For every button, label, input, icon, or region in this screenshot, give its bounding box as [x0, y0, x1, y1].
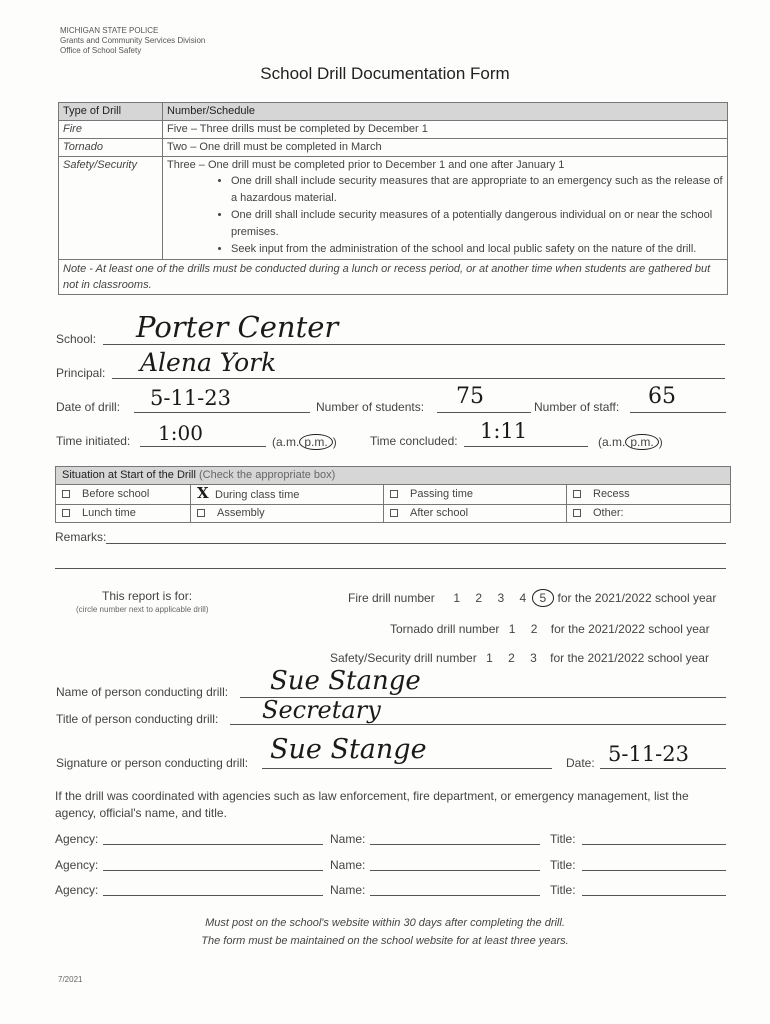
- agency-field-1[interactable]: [103, 844, 323, 845]
- school-field[interactable]: Porter Center: [136, 310, 339, 344]
- situation-header-cell: [56, 467, 731, 485]
- conductor-title-line: [230, 724, 726, 725]
- agency-title-label-2: Title:: [550, 858, 576, 872]
- remarks-line-1[interactable]: [106, 543, 726, 544]
- drill-note: Note - At least one of the drills must be conducted during a lunch or recess period, or at another time when students are gathered but not in classrooms.: [59, 260, 728, 295]
- drill-schedule-security: [163, 157, 728, 260]
- security-bullet: • One drill shall include security measures that are appropriate to an emergency such as the release of a hazardous material.: [231, 173, 723, 207]
- agency-line-2: Grants and Community Services Division: [60, 36, 206, 45]
- agency-name-field-3[interactable]: [370, 895, 540, 896]
- option-before-school[interactable]: [56, 485, 191, 505]
- agency-line-1: MICHIGAN STATE POLICE: [60, 26, 159, 35]
- agency-label-3: Agency:: [55, 883, 99, 897]
- checkbox[interactable]: [62, 509, 70, 517]
- option-recess[interactable]: [567, 485, 731, 505]
- number-of-students-label: Number of students:: [316, 400, 425, 414]
- security-schedule-text: Three – One drill must be completed prior to December 1 and one after January 1: [167, 159, 565, 171]
- security-drill-number[interactable]: 2: [508, 651, 515, 665]
- signature-line: [262, 768, 552, 769]
- remarks-line-2[interactable]: [55, 568, 726, 569]
- option-label: Other:: [593, 507, 624, 519]
- fire-drill-number[interactable]: 2: [475, 591, 483, 605]
- time-concluded-ampm: [598, 434, 663, 450]
- security-bullet: • Seek input from the administration of the school and local public safety on the nature of the drill.: [231, 241, 723, 258]
- drill-type-security: Safety/Security: [59, 157, 163, 260]
- checkbox-checked[interactable]: X: [197, 484, 209, 502]
- time-concluded-label: Time concluded:: [370, 434, 458, 448]
- remarks-label: Remarks:: [55, 530, 107, 544]
- close-paren: ): [658, 435, 663, 449]
- fire-drill-row: [348, 589, 716, 607]
- date-of-drill-label: Date of drill:: [56, 400, 121, 414]
- number-of-students-field[interactable]: 75: [456, 384, 484, 409]
- number-of-students-line: [437, 412, 531, 413]
- pm-circled[interactable]: p.m.: [625, 434, 658, 450]
- tornado-drill-row: [390, 622, 710, 636]
- security-drill-year: for the 2021/2022 school year: [550, 651, 709, 665]
- principal-label: Principal:: [56, 366, 106, 380]
- tornado-drill-number[interactable]: 2: [530, 622, 538, 636]
- option-label: Assembly: [217, 507, 265, 519]
- fire-drill-number[interactable]: 4: [519, 591, 527, 605]
- signature-label: Signature or person conducting drill:: [56, 756, 249, 770]
- agency-label-1: Agency:: [55, 832, 99, 846]
- conductor-title-label: Title of person conducting drill:: [56, 712, 219, 726]
- principal-line: [112, 378, 725, 379]
- option-during-class-time[interactable]: [191, 485, 384, 505]
- fire-drill-year: for the 2021/2022 school year: [557, 591, 717, 605]
- type-of-drill-header: Type of Drill: [59, 103, 163, 121]
- agency-instructions: If the drill was coordinated with agencies such as law enforcement, fire department, or emergency management, list the agency, official's name, and title.: [55, 789, 689, 820]
- agency-field-2[interactable]: [103, 870, 323, 871]
- number-of-staff-label: Number of staff:: [534, 400, 620, 414]
- time-concluded-line: [464, 446, 588, 447]
- report-for-sublabel: (circle number next to applicable drill): [76, 605, 209, 614]
- option-after-school[interactable]: [384, 505, 567, 523]
- form-title: School Drill Documentation Form: [260, 64, 510, 83]
- number-of-staff-line: [630, 412, 726, 413]
- agency-title-field-1[interactable]: [582, 844, 726, 845]
- checkbox[interactable]: [573, 490, 581, 498]
- am-label: (a.m.: [272, 435, 300, 449]
- checkbox[interactable]: [573, 509, 581, 517]
- fire-drill-label: Fire drill number: [348, 591, 435, 605]
- conductor-name-label: Name of person conducting drill:: [56, 685, 229, 699]
- number-schedule-header: Number/Schedule: [163, 103, 728, 121]
- date-of-drill-field[interactable]: 5-11-23: [150, 386, 231, 410]
- number-of-staff-field[interactable]: 65: [648, 384, 676, 409]
- conductor-title-field[interactable]: Secretary: [262, 696, 381, 724]
- agency-name-label-2: Name:: [330, 858, 366, 872]
- signature-date-line: [600, 768, 726, 769]
- report-for-label: This report is for:: [102, 589, 193, 603]
- agency-name-field-2[interactable]: [370, 870, 540, 871]
- agency-title-label-3: Title:: [550, 883, 576, 897]
- option-other[interactable]: [567, 505, 731, 523]
- security-drill-number[interactable]: 1: [486, 651, 493, 665]
- option-label: Passing time: [410, 488, 473, 500]
- footer-line-2: The form must be maintained on the school website for at least three years.: [201, 935, 569, 947]
- time-initiated-line: [140, 446, 266, 447]
- revision-date: 7/2021: [58, 975, 83, 984]
- signature-date-field[interactable]: 5-11-23: [608, 742, 689, 766]
- agency-title-label-1: Title:: [550, 832, 576, 846]
- time-initiated-ampm: [272, 434, 337, 450]
- signature-field[interactable]: Sue Stange: [270, 734, 427, 765]
- drill-schedule-fire: Five – Three drills must be completed by December 1: [163, 121, 728, 139]
- option-label: After school: [410, 507, 469, 519]
- option-assembly[interactable]: [191, 505, 384, 523]
- security-drill-label: Safety/Security drill number: [330, 651, 477, 665]
- agency-name-label-1: Name:: [330, 832, 366, 846]
- fire-drill-number-circled[interactable]: 5: [532, 589, 555, 607]
- agency-label-2: Agency:: [55, 858, 99, 872]
- situation-header-note: (Check the appropriate box): [198, 469, 336, 481]
- option-label: Before school: [82, 488, 150, 500]
- time-initiated-label: Time initiated:: [56, 434, 131, 448]
- tornado-drill-year: for the 2021/2022 school year: [550, 622, 710, 636]
- checkbox[interactable]: [197, 509, 205, 517]
- security-bullets: [167, 173, 723, 258]
- checkbox[interactable]: [390, 509, 398, 517]
- drill-type-tornado: Tornado: [59, 139, 163, 157]
- time-concluded-field[interactable]: 1:11: [480, 419, 528, 443]
- agency-title-field-3[interactable]: [582, 895, 726, 896]
- drill-schedule-tornado: Two – One drill must be completed in March: [163, 139, 728, 157]
- close-paren: ): [332, 435, 337, 449]
- agency-title-field-2[interactable]: [582, 870, 726, 871]
- time-initiated-field[interactable]: 1:00: [158, 421, 203, 445]
- option-label: During class time: [215, 489, 300, 501]
- agency-name-field-1[interactable]: [370, 844, 540, 845]
- am-label: (a.m.: [598, 435, 626, 449]
- option-lunch-time[interactable]: [56, 505, 191, 523]
- checkbox[interactable]: [62, 490, 70, 498]
- option-label: Recess: [593, 488, 630, 500]
- signature-date-label: Date:: [566, 756, 595, 770]
- pm-circled[interactable]: p.m.: [299, 434, 332, 450]
- principal-field[interactable]: Alena York: [140, 348, 277, 377]
- agency-name-label-3: Name:: [330, 883, 366, 897]
- drill-requirements-table: [58, 102, 728, 295]
- date-of-drill-line: [134, 412, 310, 413]
- drill-type-fire: Fire: [59, 121, 163, 139]
- agency-field-3[interactable]: [103, 895, 323, 896]
- security-drill-row: [330, 651, 709, 665]
- situation-header: Situation at Start of the Drill: [62, 469, 196, 481]
- footer-line-1: Must post on the school's website within 30 days after completing the drill.: [205, 917, 565, 929]
- tornado-drill-label: Tornado drill number: [390, 622, 500, 636]
- fire-drill-number[interactable]: 1: [453, 591, 461, 605]
- situation-table: [55, 466, 731, 523]
- security-bullet: • One drill shall include security measures of a potentially dangerous individual on or near the school premises.: [231, 207, 723, 241]
- fire-drill-number[interactable]: 3: [497, 591, 505, 605]
- checkbox[interactable]: [390, 490, 398, 498]
- conductor-name-field[interactable]: Sue Stange: [270, 666, 421, 696]
- agency-header: [60, 26, 205, 56]
- option-passing-time[interactable]: [384, 485, 567, 505]
- tornado-drill-number[interactable]: 1: [508, 622, 516, 636]
- option-label: Lunch time: [82, 507, 136, 519]
- school-line: [103, 344, 725, 345]
- school-label: School:: [56, 332, 97, 346]
- agency-line-3: Office of School Safety: [60, 46, 142, 55]
- security-drill-number[interactable]: 3: [530, 651, 537, 665]
